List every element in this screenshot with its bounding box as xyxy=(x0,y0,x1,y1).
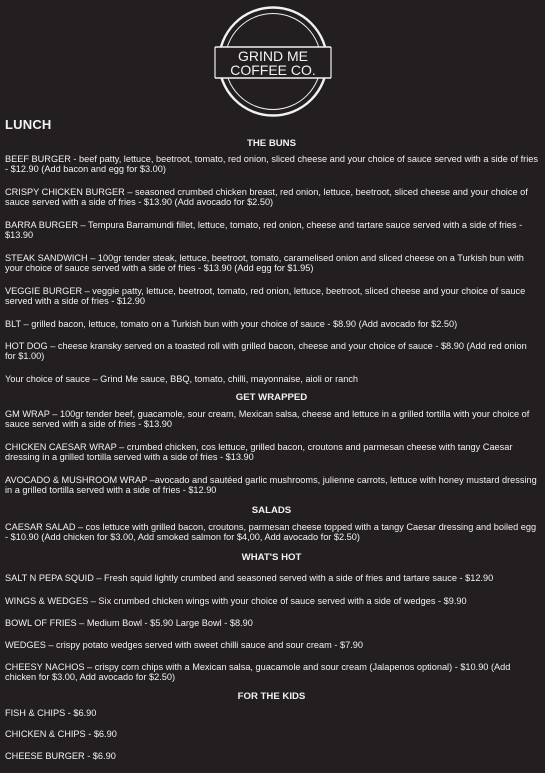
menu-item-cheese-burger: CHEESE BURGER - $6.90 xyxy=(5,751,116,761)
menu-item-blt: BLT – grilled bacon, lettuce, tomato on a Turkish bun with your choice of sauce - $8.90 (Add avocado for $2.50) xyxy=(5,319,458,329)
menu-item-barra-burger: BARRA BURGER – Tempura Barramundi fillet, lettuce, tomato, red onion, cheese and tartare sauce served with a side of fries - $13.90 xyxy=(5,220,523,240)
menu-item-veggie-burger: VEGGIE BURGER – veggie patty, lettuce, beetroot, tomato, red onion, lettuce, beetroot, sliced cheese and your choice of sauce served with a side of fries - $12.90 xyxy=(5,286,526,306)
section-heading-whats-hot: WHAT'S HOT xyxy=(241,552,302,563)
section-heading-buns: THE BUNS xyxy=(246,138,297,149)
menu-item-wedges: WEDGES – crispy potato wedges served with sweet chilli sauce and sour cream - $7.90 xyxy=(5,640,363,650)
logo-text-line2: COFFEE CO. xyxy=(230,62,316,78)
menu-title: LUNCH xyxy=(5,117,52,132)
menu-item-beef-burger: BEEF BURGER - beef patty, lettuce, beetroot, tomato, red onion, sliced cheese and your choice of sauce served with a side of fries - $12.90 (Add bacon and egg for $3.00) xyxy=(5,154,538,174)
menu-item-crispy-chicken-burger: CRISPY CHICKEN BURGER – seasoned crumbed chicken breast, red onion, lettuce, beetroot, sliced cheese and your choice of sauce served with a side of fries - $13.90 (Add avocado for $2.50) xyxy=(5,187,528,207)
menu-item-salt-n-pepa-squid: SALT N PEPA SQUID – Fresh squid lightly crumbed and seasoned served with a side of fries and tartare sauce - $12.90 xyxy=(5,573,494,583)
menu-item-cheesy-nachos: CHEESY NACHOS – crispy corn chips with a Mexican salsa, guacamole and sour cream (Jalapenos optional) - $10.90 (Add chicken for $3.00, Add avocado for $2.50) xyxy=(5,662,511,682)
logo-text-line1: GRIND ME xyxy=(238,48,308,64)
menu-item-steak-sandwich: STEAK SANDWICH – 100gr tender steak, lettuce, beetroot, tomato, caramelised onion and sliced cheese on a Turkish bun with your choice of sauce served with a side of fries - $13.90 (Add egg for $1.95) xyxy=(5,253,524,273)
section-heading-salads: SALADS xyxy=(251,505,292,516)
menu-item-caesar-salad: CAESAR SALAD – cos lettuce with grilled bacon, croutons, parmesan cheese topped with a tangy Caesar dressing and boiled egg - $10.90 (Add chicken for $3.00, Add smoked salmon for $4,00, Add avocado for $2.50) xyxy=(5,522,537,542)
menu-item-gm-wrap: GM WRAP – 100gr tender beef, guacamole, sour cream, Mexican salsa, cheese and lettuce in a grilled tortilla with your choice of sauce served with a side of fries - $13.90 xyxy=(5,409,530,429)
menu-item-hot-dog: HOT DOG – cheese kransky served on a toasted roll with grilled bacon, cheese and your choice of sauce - $8.90 (Add red onion for $1.00) xyxy=(5,341,527,361)
sauce-choice-note: Your choice of sauce – Grind Me sauce, BBQ, tomato, chilli, mayonnaise, aioli or ranch xyxy=(5,374,359,384)
menu-item-chicken-caesar-wrap: CHICKEN CAESAR WRAP – crumbed chicken, cos lettuce, grilled bacon, croutons and parmesan cheese with tangy Caesar dressing in a grilled tortilla served with a side of fries - $13.90 xyxy=(5,442,513,462)
menu-item-wings-wedges: WINGS & WEDGES – Six crumbed chicken wings with your choice of sauce served with a side of wedges - $9.90 xyxy=(5,596,467,606)
menu-item-bowl-of-fries: BOWL OF FRIES – Medium Bowl - $5.90 Large Bowl - $8.90 xyxy=(5,618,253,628)
menu-item-fish-chips: FISH & CHIPS - $6.90 xyxy=(5,708,97,718)
menu-item-chicken-chips: CHICKEN & CHIPS - $6.90 xyxy=(5,729,117,739)
menu-item-avocado-mushroom-wrap: AVOCADO & MUSHROOM WRAP –avocado and sautéed garlic mushrooms, julienne carrots, lettuce with honey mustard dressing in a grilled tortilla served with a side of fries - $12.90 xyxy=(5,475,537,495)
section-heading-kids: FOR THE KIDS xyxy=(237,691,306,702)
grind-me-coffee-logo xyxy=(205,5,341,118)
section-heading-wrapped: GET WRAPPED xyxy=(235,392,308,403)
